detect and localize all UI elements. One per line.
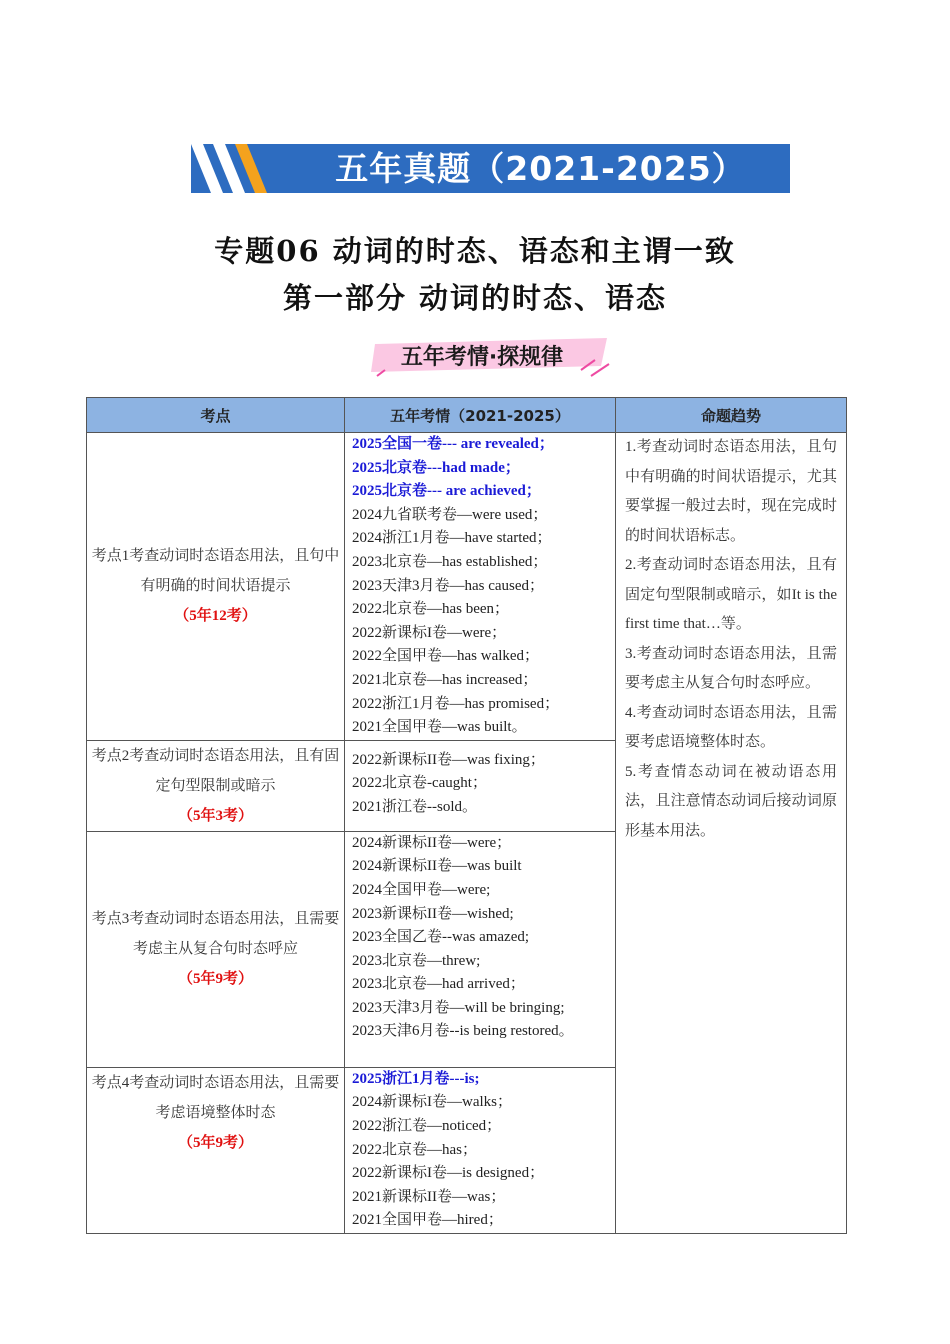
exam-item: 2023新课标II卷—wished; [352,905,514,922]
exam-item: 2024浙江1月卷—have started； [352,530,552,547]
banner [191,144,790,193]
banner-title: 五年真题（2021-2025） [335,149,746,188]
exam-list [345,740,616,831]
exam-item: 2022浙江1月卷—has promised； [352,695,560,712]
exam-list [345,433,616,741]
header-exams: 五年考情（2021-2025） [345,398,616,433]
exam-item: 2023北京卷—had arrived； [352,976,525,993]
exam-item: 2022新课标I卷—is designed； [352,1165,545,1182]
point-count: （5年3考） [177,807,253,824]
exam-table [86,397,847,1234]
exam-item: 2024九省联考卷—were used； [352,506,548,523]
point-cell [87,740,345,831]
exam-item: 2022北京卷-caught； [352,775,487,792]
exam-item: 2021全国甲卷—was built。 [352,719,527,736]
header-point: 考点 [87,398,345,433]
exam-item: 2023天津6月卷--is being restored。 [352,1023,574,1040]
exam-item: 2021全国甲卷—hired； [352,1212,503,1229]
exam-item: 2023天津3月卷—has caused； [352,577,545,594]
highlight-item: 2025浙江1月卷---is; [352,1070,480,1087]
point-count: （5年9考） [177,971,253,988]
exam-item: 2023全国乙卷--was amazed; [352,929,530,946]
trend-item: 1.考查动词时态语态用法，且句中有明确的时间状语提示，尤其要掌握一般过去时，现在完成时的时间状语标志。 [625,439,837,544]
point-count: （5年12考） [174,608,257,625]
highlight-item: 2025北京卷--- are achieved； [352,483,541,500]
exam-item: 2021北京卷—has increased； [352,671,538,688]
exam-item: 2023北京卷—has established； [352,553,548,570]
table-row [87,433,847,741]
exam-list [345,831,616,1067]
exam-item: 2022浙江卷—noticed； [352,1117,502,1134]
point-text: 考点2考查动词时态语态用法，且有固定句型限制或暗示 [91,747,340,794]
topic-title: 专题06 动词的时态、语态和主谓一致 [214,234,736,268]
exam-item: 2022北京卷—has been； [352,601,510,618]
exam-item: 2024全国甲卷—were; [352,881,491,898]
section-label-text: 五年考情·探规律 [400,345,564,370]
exam-item: 2021浙江卷--sold。 [352,798,477,815]
banner-stripes-icon [191,144,301,193]
trend-item: 5.考查情态动词在被动语态用法，且注意情态动词后接动词原形基本用法。 [625,763,837,839]
trend-item: 4.考查动词时态语态用法，且需要考虑语境整体时态。 [625,704,837,750]
exam-item: 2022全国甲卷—has walked； [352,648,540,665]
exam-item: 2024新课标II卷—were； [352,834,512,851]
exam-item: 2022新课标I卷—were； [352,624,507,641]
point-text: 考点1考查动词时态语态用法，且句中有明确的时间状语提示 [91,548,340,595]
exam-item: 2022新课标II卷—was fixing； [352,751,545,768]
exam-item: 2023北京卷—threw; [352,952,481,969]
exam-item: 2022北京卷—has； [352,1141,477,1158]
trend-cell [616,433,847,1234]
point-count: （5年9考） [177,1134,253,1151]
part-title: 第一部分 动词的时态、语态 [282,281,668,315]
point-text: 考点3考查动词时态语态用法，且需要考虑主从复合句时态呼应 [91,911,340,958]
highlight-item: 2025北京卷---had made； [352,459,520,476]
exam-item: 2021新课标II卷—was； [352,1188,506,1205]
trend-item: 3.考查动词时态语态用法，且需要考虑主从复合句时态呼应。 [625,645,837,691]
section-label [369,336,615,380]
point-cell [87,831,345,1067]
header-trend: 命题趋势 [616,398,847,433]
exam-item: 2024新课标II卷—was built [352,858,522,875]
trend-item: 2.考查动词时态语态用法，且有固定句型限制或暗示，如It is the first time that…等。 [625,557,837,632]
point-cell [87,433,345,741]
table-header-row [87,398,847,433]
point-cell [87,1067,345,1233]
exam-item: 2024新课标I卷—walks； [352,1094,512,1111]
highlight-item: 2025全国一卷--- are revealed； [352,436,554,452]
exam-list [345,1067,616,1233]
point-text: 考点4考查动词时态语态用法，且需要考虑语境整体时态 [91,1074,340,1121]
exam-item: 2023天津3月卷—will be bringing; [352,999,565,1016]
